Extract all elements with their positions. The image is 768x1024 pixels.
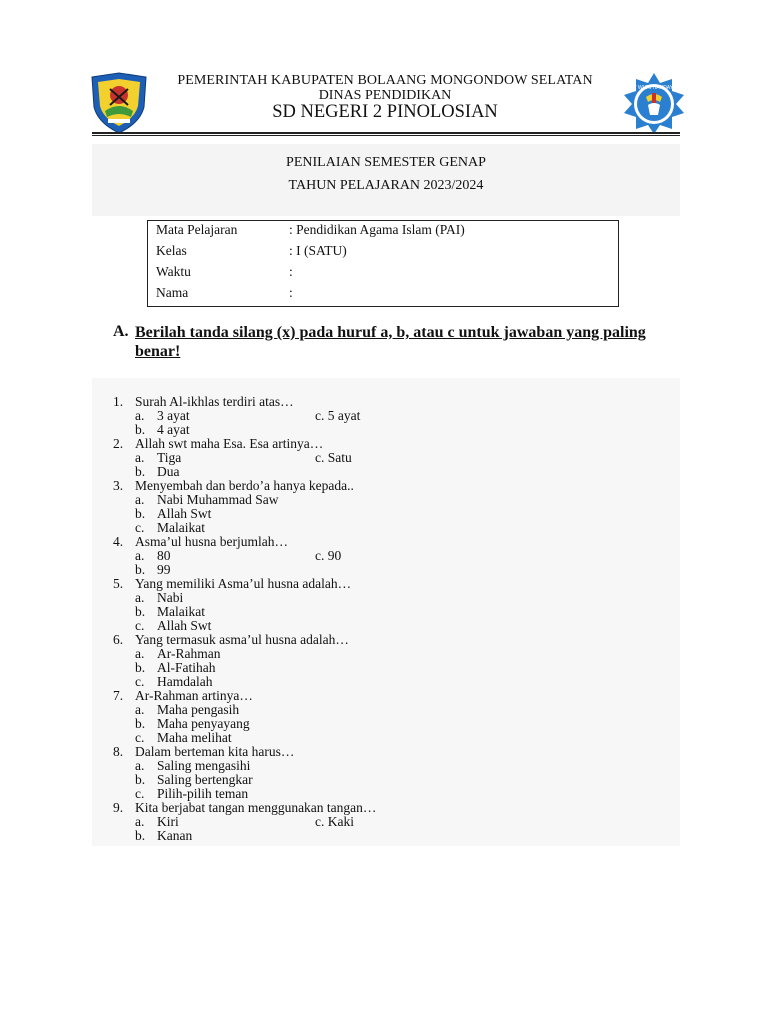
option-letter: a.	[135, 548, 145, 563]
question-number: 8.	[113, 744, 124, 759]
option-text: Allah Swt	[157, 506, 212, 521]
question-number: 7.	[113, 688, 124, 703]
regency-crest-icon	[86, 71, 152, 135]
student-identity-box	[147, 220, 619, 307]
header-government: PEMERINTAH KABUPATEN BOLAANG MONGONDOW SELATAN	[177, 73, 593, 88]
option-text: Pilih-pilih teman	[157, 786, 249, 801]
option-text: Malaikat	[157, 604, 205, 619]
option-letter: b.	[135, 828, 146, 843]
question-number: 6.	[113, 632, 124, 647]
question-text: Menyembah dan berdo’a hanya kepada..	[135, 478, 354, 493]
option-letter: a.	[135, 702, 145, 717]
option-letter: a.	[135, 814, 145, 829]
question-text: Allah swt maha Esa. Esa artinya…	[135, 436, 324, 451]
option-text: Saling mengasihi	[157, 758, 251, 773]
option-letter: a.	[135, 758, 145, 773]
option-letter: c.	[135, 520, 145, 535]
option-text-right: c. 5 ayat	[315, 408, 361, 423]
option-text: Al-Fatihah	[157, 660, 216, 675]
option-letter: b.	[135, 660, 146, 675]
question-number: 4.	[113, 534, 124, 549]
option-text: Kiri	[157, 814, 179, 829]
question-number: 9.	[113, 800, 124, 815]
option-text: 4 ayat	[157, 422, 190, 437]
option-text-right: c. Kaki	[315, 814, 354, 829]
option-letter: b.	[135, 604, 146, 619]
identity-value: : I (SATU)	[289, 243, 347, 258]
option-letter: a.	[135, 492, 145, 507]
option-letter: a.	[135, 590, 145, 605]
option-text: 80	[157, 548, 171, 563]
option-text: Kanan	[157, 828, 193, 843]
option-letter: c.	[135, 674, 145, 689]
option-letter: b.	[135, 506, 146, 521]
option-letter: b.	[135, 562, 146, 577]
question-number: 1.	[113, 394, 124, 409]
section-letter: A.	[113, 323, 129, 340]
section-instruction: Berilah tanda silang (x) pada huruf a, b, atau c untuk jawaban yang paling benar!	[135, 324, 646, 360]
identity-label: Kelas	[156, 243, 187, 258]
option-text: Saling bertengkar	[157, 772, 253, 787]
option-letter: c.	[135, 786, 145, 801]
header-rule	[92, 132, 680, 134]
option-letter: c.	[135, 730, 145, 745]
option-text: Hamdalah	[157, 674, 213, 689]
question-text: Dalam berteman kita harus…	[135, 744, 295, 759]
option-text: Dua	[157, 464, 180, 479]
exam-title: PENILAIAN SEMESTER GENAP	[286, 155, 486, 170]
option-letter: a.	[135, 408, 145, 423]
option-text-right: c. 90	[315, 548, 342, 563]
option-text: Tiga	[157, 450, 182, 465]
option-text: 3 ayat	[157, 408, 190, 423]
question-number: 2.	[113, 436, 124, 451]
option-letter: b.	[135, 716, 146, 731]
header-department: DINAS PENDIDIKAN	[318, 88, 452, 103]
option-text: Malaikat	[157, 520, 205, 535]
option-text: Maha pengasih	[157, 702, 240, 717]
question-text: Kita berjabat tangan menggunakan tangan…	[135, 800, 377, 815]
option-text: Ar-Rahman	[157, 646, 221, 661]
identity-label: Waktu	[156, 264, 191, 279]
tut-wuri-handayani-icon	[620, 71, 688, 135]
option-letter: a.	[135, 646, 145, 661]
option-text: Allah Swt	[157, 618, 212, 633]
option-text: Maha penyayang	[157, 716, 250, 731]
option-letter: c.	[135, 618, 145, 633]
option-text: Maha melihat	[157, 730, 232, 745]
header-rule-thin	[92, 135, 680, 136]
identity-value: :	[289, 264, 293, 279]
option-letter: b.	[135, 772, 146, 787]
identity-value: :	[289, 285, 293, 300]
question-number: 3.	[113, 478, 124, 493]
question-text: Yang termasuk asma’ul husna adalah…	[135, 632, 349, 647]
option-text: 99	[157, 562, 171, 577]
option-text-right: c. Satu	[315, 450, 352, 465]
academic-year: TAHUN PELAJARAN 2023/2024	[288, 178, 484, 193]
identity-value: : Pendidikan Agama Islam (PAI)	[289, 222, 465, 237]
question-text: Asma’ul husna berjumlah…	[135, 534, 288, 549]
option-letter: b.	[135, 422, 146, 437]
question-text: Ar-Rahman artinya…	[135, 688, 253, 703]
question-text: Yang memiliki Asma’ul husna adalah…	[135, 576, 352, 591]
option-letter: b.	[135, 464, 146, 479]
option-text: Nabi	[157, 590, 184, 605]
header-school-name: SD NEGERI 2 PINOLOSIAN	[272, 102, 498, 122]
logo-caption: TUT WURI HANDAYANI	[626, 85, 682, 91]
option-letter: a.	[135, 450, 145, 465]
question-text: Surah Al-ikhlas terdiri atas…	[135, 394, 294, 409]
identity-label: Nama	[156, 285, 189, 300]
option-text: Nabi Muhammad Saw	[157, 492, 279, 507]
identity-label: Mata Pelajaran	[156, 222, 238, 237]
question-number: 5.	[113, 576, 124, 591]
